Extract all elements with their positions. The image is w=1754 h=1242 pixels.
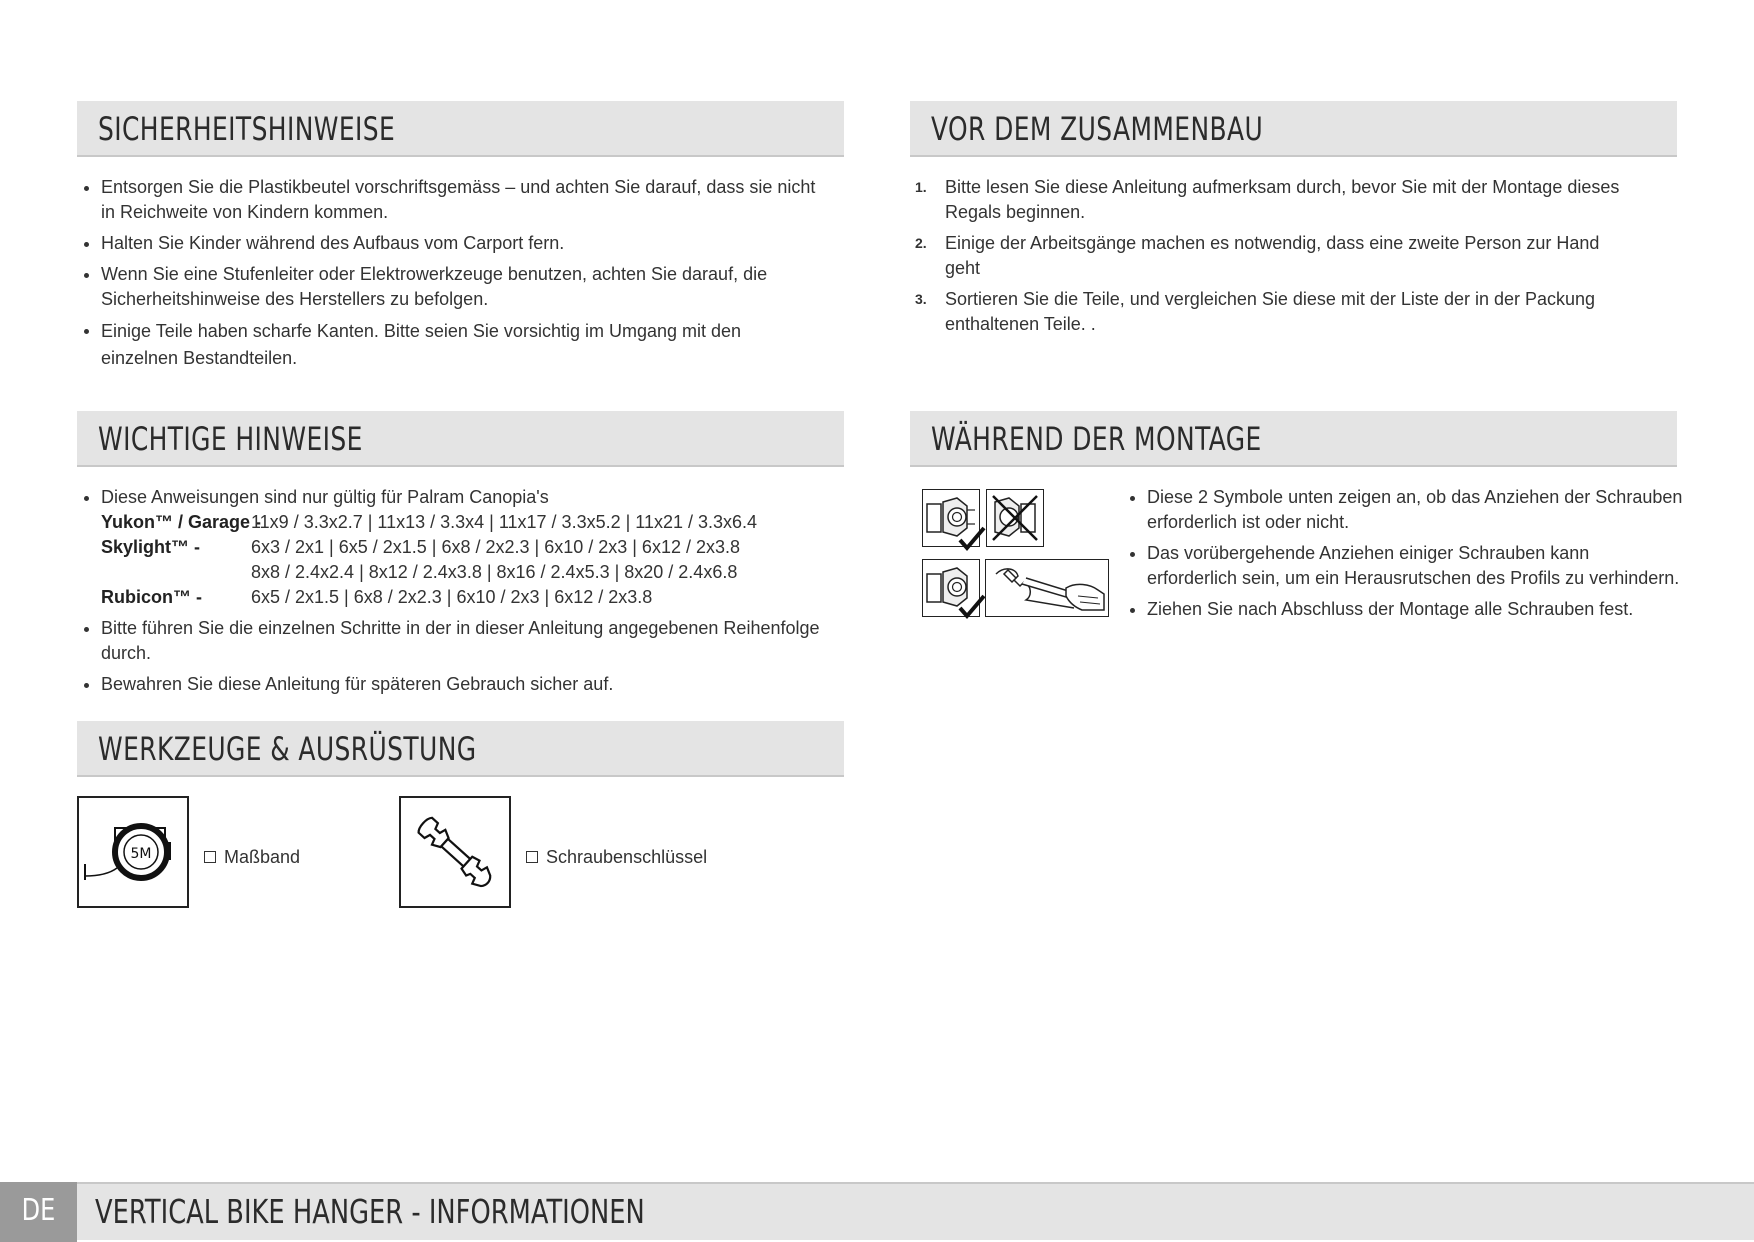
step-text: Bitte lesen Sie diese Anleitung aufmerksam durch, bevor Sie mit der Montage dieses Regals beginnen. <box>945 177 1620 222</box>
wrench-checkbox[interactable] <box>526 851 538 863</box>
step-text: Sortieren Sie die Teile, und vergleichen Sie diese mit der Liste der in der Packung enthaltenen Teile. . <box>945 289 1596 334</box>
check-icon <box>958 594 986 625</box>
list-item: Das vorübergehende Anziehen einiger Schrauben kann erforderlich sein, um ein Herausrutschen des Profils zu verhindern. <box>1124 541 1684 591</box>
model-sizes: 8x8 / 2.4x2.4 | 8x12 / 2.4x3.8 | 8x16 / 2.4x5.3 | 8x20 / 2.4x6.8 <box>251 562 738 582</box>
step-number: 2. <box>915 235 927 251</box>
list-item: Einige Teile haben scharfe Kanten. Bitte seien Sie vorsichtig im Umgang mit den einzelnen Bestandteilen. <box>78 318 818 372</box>
tape-measure-checkbox[interactable] <box>204 851 216 863</box>
wrench-icon-box <box>399 796 511 908</box>
during-assembly-list <box>1124 485 1684 628</box>
model-row <box>101 585 858 610</box>
footer-title: VERTICAL BIKE HANGER - INFORMATIONEN <box>95 1192 645 1231</box>
language-badge <box>0 1182 77 1242</box>
section-header-important <box>77 411 844 467</box>
step-number: 3. <box>915 291 927 307</box>
model-sizes: 6x5 / 2x1.5 | 6x8 / 2x2.3 | 6x10 / 2x3 | 6x12 / 2x3.8 <box>251 587 653 607</box>
list-item: Bitte führen Sie die einzelnen Schritte in der in dieser Anleitung angegebenen Reihenfolge durch. <box>78 616 858 666</box>
model-table <box>101 510 858 610</box>
list-item: Bewahren Sie diese Anleitung für späteren Gebrauch sicher auf. <box>78 672 858 697</box>
check-icon <box>958 526 986 557</box>
tape-measure-label: Maßband <box>224 847 301 867</box>
model-sizes: 11x9 / 3.3x2.7 | 11x13 / 3.3x4 | 11x17 / 3.3x5.2 | 11x21 / 3.3x6.4 <box>251 512 758 532</box>
tape-size-label: 5M <box>130 846 152 862</box>
hand-wrench-icon <box>985 559 1109 617</box>
list-item: Ziehen Sie nach Abschluss der Montage alle Schrauben fest. <box>1124 597 1684 622</box>
important-list <box>78 485 858 703</box>
wrench-item[interactable] <box>526 845 707 869</box>
model-row <box>101 510 858 535</box>
language-code: DE <box>21 1193 56 1228</box>
list-item <box>913 231 1633 281</box>
list-item: Halten Sie Kinder während des Aufbaus vom Carport fern. <box>78 231 818 256</box>
tape-measure-icon-box <box>77 796 189 908</box>
section-title-during-assembly: WÄHREND DER MONTAGE <box>931 420 1262 458</box>
before-assembly-list <box>913 175 1633 343</box>
list-item: Entsorgen Sie die Plastikbeutel vorschriftsgemäss – und achten Sie darauf, dass sie nicht in Reichweite von Kindern kommen. <box>78 175 818 225</box>
step-number: 1. <box>915 179 927 195</box>
tape-measure-item[interactable] <box>204 845 300 869</box>
section-header-tools <box>77 721 844 777</box>
section-title-important: WICHTIGE HINWEISE <box>98 420 363 458</box>
safety-list <box>78 175 818 378</box>
list-item <box>78 485 858 610</box>
model-name: Skylight™ - <box>101 537 201 557</box>
section-title-tools: WERKZEUGE & AUSRÜSTUNG <box>98 730 477 768</box>
model-name <box>101 560 251 585</box>
model-name: Yukon™ / Garage - <box>101 512 262 532</box>
section-header-before-assembly <box>910 101 1677 157</box>
wrench-label: Schraubenschlüssel <box>546 847 708 867</box>
list-item <box>913 287 1633 337</box>
model-row <box>101 535 858 560</box>
model-name: Rubicon™ - <box>101 587 202 607</box>
wrench-icon <box>401 798 509 906</box>
list-item <box>913 175 1633 225</box>
model-row <box>101 560 858 585</box>
section-title-safety: SICHERHEITSHINWEISE <box>98 110 396 148</box>
important-intro: Diese Anweisungen sind nur gültig für Palram Canopia's <box>101 487 549 507</box>
bolt-no-tighten-icon <box>986 489 1044 547</box>
list-item: Diese 2 Symbole unten zeigen an, ob das Anziehen der Schrauben erforderlich ist oder nicht. <box>1124 485 1684 535</box>
step-text: Einige der Arbeitsgänge machen es notwendig, dass eine zweite Person zur Hand geht <box>945 233 1600 278</box>
section-title-before-assembly: VOR DEM ZUSAMMENBAU <box>931 110 1264 148</box>
list-item: Wenn Sie eine Stufenleiter oder Elektrowerkzeuge benutzen, achten Sie darauf, die Sicherheitshinweise des Herstellers zu befolgen. <box>78 262 818 312</box>
page-footer <box>0 1182 1754 1240</box>
model-sizes: 6x3 / 2x1 | 6x5 / 2x1.5 | 6x8 / 2x2.3 | 6x10 / 2x3 | 6x12 / 2x3.8 <box>251 537 740 557</box>
section-header-during-assembly <box>910 411 1677 467</box>
section-header-safety <box>77 101 844 157</box>
tape-measure-icon <box>79 798 187 906</box>
